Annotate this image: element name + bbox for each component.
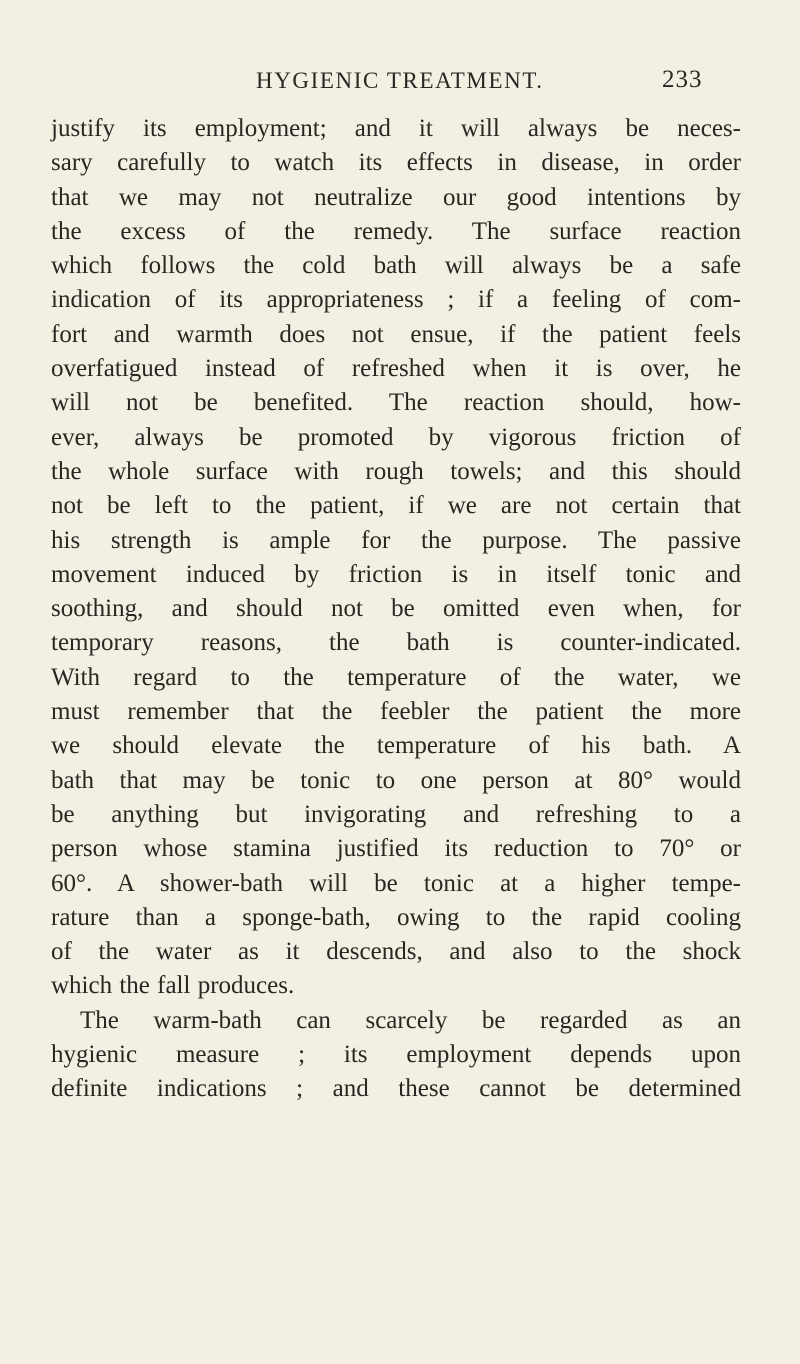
text-line: the whole surface with rough towels; and this should <box>51 457 741 485</box>
text-line: indication of its appropriateness ; if a feeling of com- <box>51 286 741 314</box>
page-number: 233 <box>662 66 703 93</box>
text-line: not be left to the patient, if we are not certain that <box>51 492 741 520</box>
text-line: be anything but invigorating and refreshing to a <box>51 800 741 828</box>
text-line: fort and warmth does not ensue, if the patient feels <box>51 320 741 348</box>
running-head <box>0 66 800 106</box>
text-line: we should elevate the temperature of his bath. A <box>51 732 741 760</box>
text-line: 60°. A shower-bath will be tonic at a higher tempe- <box>51 869 741 897</box>
running-head-title: HYGIENIC TREATMENT. <box>256 68 544 93</box>
body-text <box>51 112 741 1107</box>
text-line: of the water as it descends, and also to the shock <box>51 938 741 966</box>
text-line: the excess of the remedy. The surface reaction <box>51 217 741 245</box>
text-line: must remember that the feebler the patient the more <box>51 698 741 726</box>
paragraph-2 <box>51 1004 741 1107</box>
text-line: bath that may be tonic to one person at 80° would <box>51 766 741 794</box>
text-line: which the fall produces. <box>51 972 295 1000</box>
text-line: his strength is ample for the purpose. The passive <box>51 526 741 554</box>
text-line: sary carefully to watch its effects in disease, in order <box>51 149 741 177</box>
text-line: ever, always be promoted by vigorous friction of <box>51 423 741 451</box>
text-line: With regard to the temperature of the water, we <box>51 663 741 691</box>
text-line: person whose stamina justified its reduction to 70° or <box>51 835 741 863</box>
text-line: hygienic measure ; its employment depends upon <box>51 1041 741 1069</box>
text-line: definite indications ; and these cannot be determined <box>51 1075 741 1103</box>
text-line: movement induced by friction is in itself tonic and <box>51 560 741 588</box>
text-line: overfatigued instead of refreshed when it is over, he <box>51 355 741 383</box>
text-line: justify its employment; and it will always be neces- <box>51 115 741 142</box>
text-line: will not be benefited. The reaction should, how- <box>51 389 741 417</box>
text-line: that we may not neutralize our good intentions by <box>51 183 741 211</box>
text-line: temporary reasons, the bath is counter-indicated. <box>51 629 741 657</box>
text-line: The warm-bath can scarcely be regarded as an <box>80 1006 741 1034</box>
paragraph-1 <box>51 112 741 1004</box>
text-line: rature than a sponge-bath, owing to the rapid cooling <box>51 903 741 931</box>
text-line: which follows the cold bath will always be a safe <box>51 252 741 280</box>
text-line: soothing, and should not be omitted even when, for <box>51 595 741 623</box>
